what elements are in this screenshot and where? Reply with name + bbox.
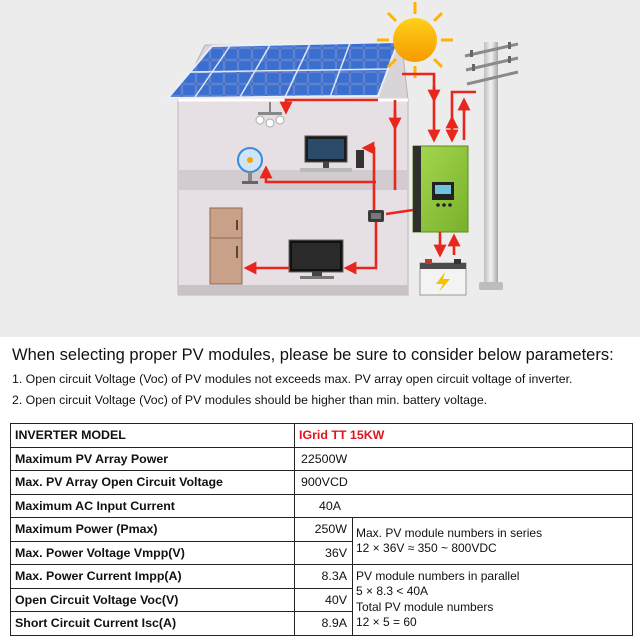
row-label: Max. PV Array Open Circuit Voltage (11, 471, 295, 495)
row-label: Max. Power Current Impp(A) (11, 565, 295, 589)
refrigerator-icon (210, 208, 242, 284)
series-note (353, 518, 633, 565)
parallel-note-line-2: 5 × 8.3 < 40A (356, 584, 429, 599)
sun-icon (377, 2, 453, 78)
series-note-line-1: Max. PV module numbers in series (356, 525, 543, 540)
battery-icon (420, 259, 466, 295)
spec-table (10, 423, 633, 636)
row-label: Short Circuit Current Isc(A) (11, 612, 295, 636)
row-value: 250W (295, 518, 353, 542)
power-pole-icon (465, 42, 518, 290)
row-value: 36V (295, 541, 353, 565)
section-heading: When selecting proper PV modules, please be sure to consider below parameters: (12, 346, 614, 364)
row-value: 40A (295, 494, 633, 518)
parallel-note-line-3: Total PV module numbers (356, 599, 494, 614)
note-1: 1. Open circuit Voltage (Voc) of PV modules not exceeds max. PV array open circuit voltage of inverter. (12, 372, 573, 386)
row-label: Maximum Power (Pmax) (11, 518, 295, 542)
row-value: 22500W (295, 447, 633, 471)
parallel-note-line-4: 12 × 5 = 60 (356, 615, 417, 630)
row-value: 40V (295, 588, 353, 612)
note-2: 2. Open circuit Voltage (Voc) of PV modules should be higher than min. battery voltage. (12, 393, 488, 407)
table-row (11, 494, 633, 518)
row-label: Max. Power Voltage Vmpp(V) (11, 541, 295, 565)
row-label: Maximum AC Input Current (11, 494, 295, 518)
table-row (11, 518, 633, 542)
inverter-model-value: IGrid TT 15KW (295, 424, 633, 448)
row-value: 8.9A (295, 612, 353, 636)
table-row (11, 565, 633, 589)
series-note-line-2: 12 × 36V ≈ 350 ~ 800VDC (356, 541, 497, 555)
table-row (11, 424, 633, 448)
parallel-note (353, 565, 633, 636)
row-value: 900VCD (295, 471, 633, 495)
parallel-note-line-1: PV module numbers in parallel (356, 568, 520, 583)
table-row (11, 471, 633, 495)
row-value: 8.3A (295, 565, 353, 589)
inverter-icon (413, 146, 468, 232)
table-row (11, 447, 633, 471)
row-label: Maximum PV Array Power (11, 447, 295, 471)
breaker-icon (368, 210, 384, 222)
row-label: INVERTER MODEL (11, 424, 295, 448)
row-label: Open Circuit Voltage Voc(V) (11, 588, 295, 612)
